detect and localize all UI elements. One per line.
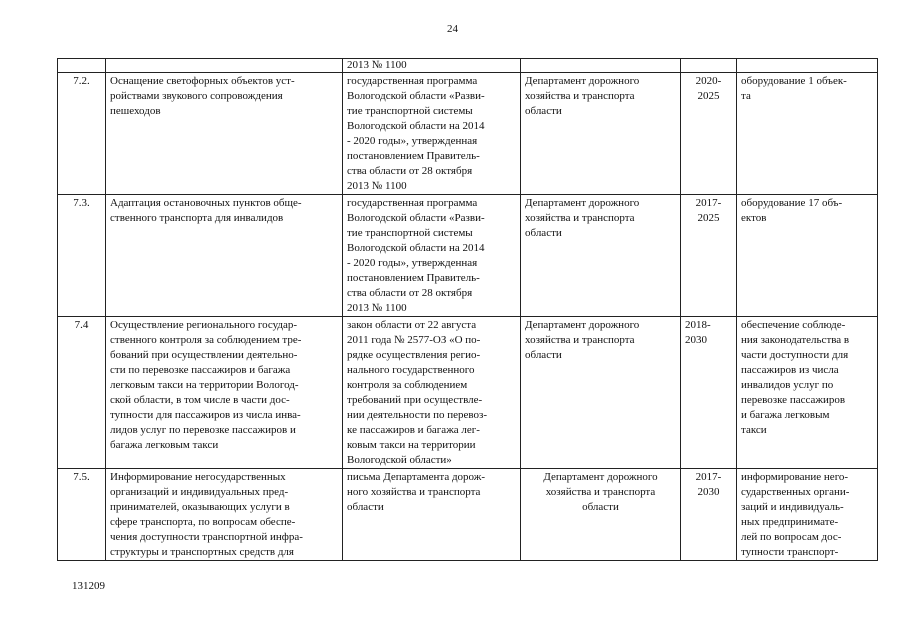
years-cell: 2017- 2025	[681, 195, 737, 317]
executor-cell: Департамент дорожного хозяйства и транспорта области	[521, 195, 681, 317]
basis-cell: закон области от 22 августа 2011 года № 2577-ОЗ «О по- рядке осуществления регио- нального государственного контроля за соблюдением требований при осуществле- нии деятельности по перевоз- ке пассажиров и багажа лег- ковым такси на территории Вологодской области»	[343, 317, 521, 469]
measure-cell	[106, 59, 343, 73]
num-cell: 7.4	[58, 317, 106, 469]
result-cell: информирование него- сударственных органи- заций и индивидуаль- ных предпринимате- лей по вопросам дос- тупности транспорт-	[737, 469, 878, 561]
basis-cell: 2013 № 1100	[343, 59, 521, 73]
measure-cell: Информирование негосударственных организаций и индивидуальных пред- принимателей, оказывающих услуги в сфере транспорта, по вопросам обеспе- чения доступности транспортной инфра- структуры и транспортных средств для	[106, 469, 343, 561]
years-cell: 2017- 2030	[681, 469, 737, 561]
years-cell: 2018- 2030	[681, 317, 737, 469]
measures-table	[57, 58, 878, 561]
measure-cell: Оснащение светофорных объектов уст- ройствами звукового сопровождения пешеходов	[106, 73, 343, 195]
table-row-7-2	[58, 73, 878, 195]
executor-cell	[521, 59, 681, 73]
page-number: 24	[447, 23, 458, 35]
table-row-7-3	[58, 195, 878, 317]
basis-cell: письма Департамента дорож- ного хозяйства и транспорта области	[343, 469, 521, 561]
num-cell: 7.5.	[58, 469, 106, 561]
result-cell: обеспечение соблюде- ния законодательства в части доступности для пассажиров из числа инвалидов услуг по перевозке пассажиров и багажа легковым такси	[737, 317, 878, 469]
result-cell	[737, 59, 878, 73]
executor-cell: Департамент дорожного хозяйства и транспорта области	[521, 469, 681, 561]
executor-cell: Департамент дорожного хозяйства и транспорта области	[521, 73, 681, 195]
result-cell: оборудование 1 объек- та	[737, 73, 878, 195]
table-row-carryover	[58, 59, 878, 73]
basis-cell: государственная программа Вологодской области «Разви- тие транспортной системы Вологодской области на 2014 - 2020 годы», утвержденная постановлением Правитель- ства области от 28 октября 2013 № 1100	[343, 195, 521, 317]
table-row-7-4	[58, 317, 878, 469]
basis-cell: государственная программа Вологодской области «Разви- тие транспортной системы Вологодской области на 2014 - 2020 годы», утвержденная постановлением Правитель- ства области от 28 октября 2013 № 1100	[343, 73, 521, 195]
executor-cell: Департамент дорожного хозяйства и транспорта области	[521, 317, 681, 469]
document-code: 131209	[72, 580, 105, 592]
measure-cell: Осуществление регионального государ- ственного контроля за соблюдением тре- бований при осуществлении деятельно- сти по перевозке пассажиров и багажа легковым такси на территории Вологод- ской области, в том числе в части дос- тупности для пассажиров из числа инва- лидов услуг по перевозке пассажиров и багажа легковым такси	[106, 317, 343, 469]
num-cell: 7.3.	[58, 195, 106, 317]
years-cell	[681, 59, 737, 73]
table-row-7-5	[58, 469, 878, 561]
measure-cell: Адаптация остановочных пунктов обще- ственного транспорта для инвалидов	[106, 195, 343, 317]
num-cell: 7.2.	[58, 73, 106, 195]
result-cell: оборудование 17 объ- ектов	[737, 195, 878, 317]
num-cell	[58, 59, 106, 73]
years-cell: 2020- 2025	[681, 73, 737, 195]
